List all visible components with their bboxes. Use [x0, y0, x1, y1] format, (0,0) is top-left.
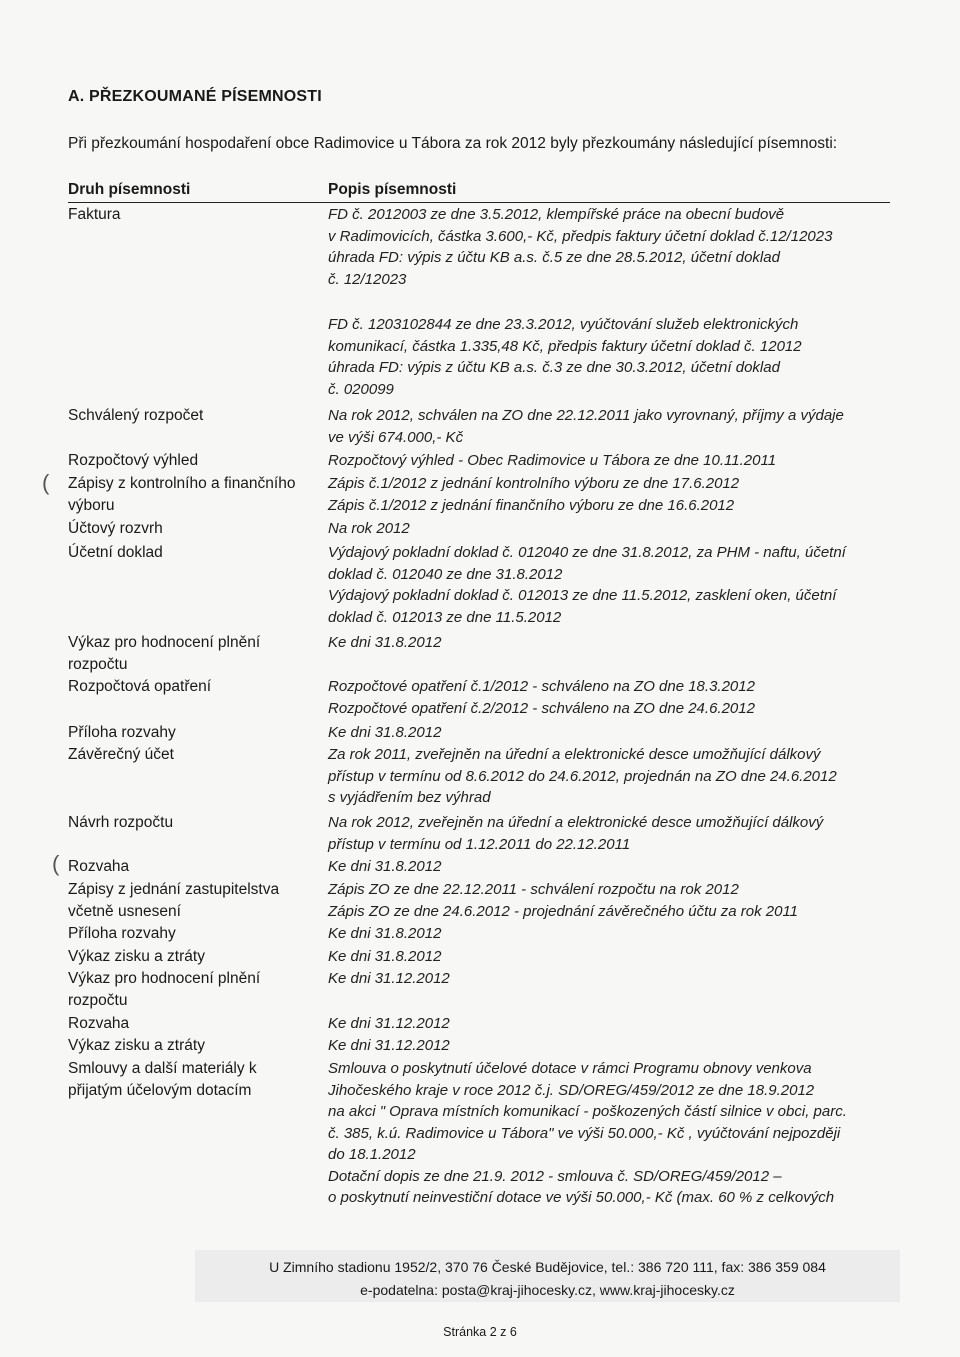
row-desc-vykaz-plneni-12: Ke dni 31.12.2012 — [328, 970, 450, 987]
footer-contact: e-podatelna: posta@kraj-jihocesky.cz, www.kraj-jihocesky.cz — [360, 1282, 735, 1298]
row-desc-zapisy-zastupitelstva: Zápis ZO ze dne 22.12.2011 - schválení rozpočtu na rok 2012 Zápis ZO ze dne 24.6.2012 - projednání závěrečného účtu za rok 2011 — [328, 881, 799, 920]
row-type-priloha-rozvahy-1: Příloha rozvahy — [68, 724, 176, 741]
row-type-vykaz-plneni-08: Výkaz pro hodnocení plnění rozpočtu — [68, 634, 261, 673]
row-type-navrh-rozpoctu: Návrh rozpočtu — [68, 814, 174, 831]
row-desc-zaverecny-ucet: Za rok 2011, zveřejněn na úřední a elektronické desce umožňující dálkový přístup v termínu od 8.6.2012 do 24.6.2012, projednán na ZO dne 24.6.2012 s vyjádřením bez výhrad — [328, 746, 837, 806]
column-header-desc: Popis písemnosti — [328, 181, 457, 198]
row-type-vykaz-zisku-2: Výkaz zisku a ztráty — [68, 1037, 205, 1054]
row-desc-rozvaha-1: Ke dni 31.8.2012 — [328, 858, 442, 875]
punch-mark-bottom: ( — [52, 851, 60, 876]
row-desc-navrh-rozpoctu: Na rok 2012, zveřejněn na úřední a elektronické desce umožňující dálkový přístup v termínu od 1.12.2011 do 22.12.2011 — [328, 814, 824, 853]
row-type-rozpoctovy-vyhled: Rozpočtový výhled — [68, 452, 199, 469]
row-type-uctovy-rozvrh: Účtový rozvrh — [68, 520, 163, 537]
punch-mark-top: ( — [42, 470, 50, 495]
header-rule — [68, 202, 890, 203]
row-type-smlouvy-dotace: Smlouvy a další materiály k přijatým účelovým dotacím — [68, 1060, 257, 1099]
row-type-rozvaha-2: Rozvaha — [68, 1015, 130, 1032]
row-desc-schvaleny-rozpocet: Na rok 2012, schválen na ZO dne 22.12.2011 jako vyrovnaný, příjmy a výdaje ve výši 674.000,- Kč — [328, 407, 844, 446]
row-desc-rozvaha-2: Ke dni 31.12.2012 — [328, 1015, 450, 1032]
row-type-rozvaha-1: Rozvaha — [68, 858, 130, 875]
row-desc-faktura-1: FD č. 2012003 ze dne 3.5.2012, klempířské práce na obecní budově v Radimovicích, částka 3.600,- Kč, předpis faktury účetní doklad č.12/12023 úhrada FD: výpis z účtu KB a.s. č.5 ze dne 28.5.2012, účetní doklad č. 12/12023 — [328, 206, 833, 288]
row-type-zaverecny-ucet: Závěrečný účet — [68, 746, 174, 763]
row-type-faktura: Faktura — [68, 206, 121, 223]
row-desc-vykaz-zisku-1: Ke dni 31.8.2012 — [328, 948, 442, 965]
row-desc-rozpoctovy-vyhled: Rozpočtový výhled - Obec Radimovice u Tábora ze dne 10.11.2011 — [328, 452, 777, 469]
footer-address: U Zimního stadionu 1952/2, 370 76 České Budějovice, tel.: 386 720 111, fax: 386 359 084 — [269, 1259, 826, 1275]
column-header-type: Druh písemnosti — [68, 181, 191, 198]
row-type-ucetni-doklad: Účetní doklad — [68, 544, 163, 561]
row-type-rozpoctova-opatreni: Rozpočtová opatření — [68, 678, 212, 695]
row-desc-vykaz-zisku-2: Ke dni 31.12.2012 — [328, 1037, 450, 1054]
intro-text: Při přezkoumání hospodaření obce Radimovice u Tábora za rok 2012 byly přezkoumány následující písemnosti: — [68, 135, 838, 152]
row-desc-priloha-rozvahy-1: Ke dni 31.8.2012 — [328, 724, 442, 741]
row-type-zapisy-zastupitelstva: Zápisy z jednání zastupitelstva včetně usnesení — [68, 881, 280, 920]
row-desc-ucetni-doklad: Výdajový pokladní doklad č. 012040 ze dne 31.8.2012, za PHM - naftu, účetní doklad č. 012040 ze dne 31.8.2012 Výdajový pokladní doklad č. 012013 ze dne 11.5.2012, zasklení oken, účetní doklad č. 012013 ze dne 11.5.2012 — [328, 544, 846, 626]
row-desc-smlouvy-dotace: Smlouva o poskytnutí účelové dotace v rámci Programu obnovy venkova Jihočeského kraje v roce 2012 č.j. SD/OREG/459/2012 ze dne 18.9.2012 na akci " Oprava místních komunikací - poškozených částí silnice v obci, parc. č. 385, k.ú. Radimovice u Tábora" ve výši 50.000,- Kč , vyúčtování nejpozději do 18.1.2012 Dotační dopis ze dne 21.9. 2012 - smlouva č. SD/OREG/459/2012 – o poskytnutí neinvestiční dotace ve výši 50.000,- Kč (max. 60 % z celkových — [328, 1060, 847, 1206]
row-desc-uctovy-rozvrh: Na rok 2012 — [328, 520, 410, 537]
row-desc-priloha-rozvahy-2: Ke dni 31.8.2012 — [328, 925, 442, 942]
row-desc-vykaz-plneni-08: Ke dni 31.8.2012 — [328, 634, 442, 651]
row-type-priloha-rozvahy-2: Příloha rozvahy — [68, 925, 176, 942]
row-type-vykaz-zisku-1: Výkaz zisku a ztráty — [68, 948, 205, 965]
row-desc-rozpoctova-opatreni: Rozpočtové opatření č.1/2012 - schváleno na ZO dne 18.3.2012 Rozpočtové opatření č.2/2012 - schváleno na ZO dne 24.6.2012 — [328, 678, 755, 717]
row-type-vykaz-plneni-12: Výkaz pro hodnocení plnění rozpočtu — [68, 970, 261, 1009]
row-desc-zapisy-vyboru: Zápis č.1/2012 z jednání kontrolního výboru ze dne 17.6.2012 Zápis č.1/2012 z jednání finančního výboru ze dne 16.6.2012 — [328, 475, 740, 514]
row-desc-faktura-2: FD č. 1203102844 ze dne 23.3.2012, vyúčtování služeb elektronických komunikací, částka 1.335,48 Kč, předpis faktury účetní doklad č. 12012 úhrada FD: výpis z účtu KB a.s. č.3 ze dne 30.3.2012, účetní doklad č. 020099 — [328, 316, 802, 398]
row-type-schvaleny-rozpocet: Schválený rozpočet — [68, 407, 204, 424]
section-heading: A. PŘEZKOUMANÉ PÍSEMNOSTI — [68, 88, 322, 105]
page-number: Stránka 2 z 6 — [443, 1325, 517, 1339]
row-type-zapisy-vyboru: Zápisy z kontrolního a finančního výboru — [68, 475, 296, 514]
